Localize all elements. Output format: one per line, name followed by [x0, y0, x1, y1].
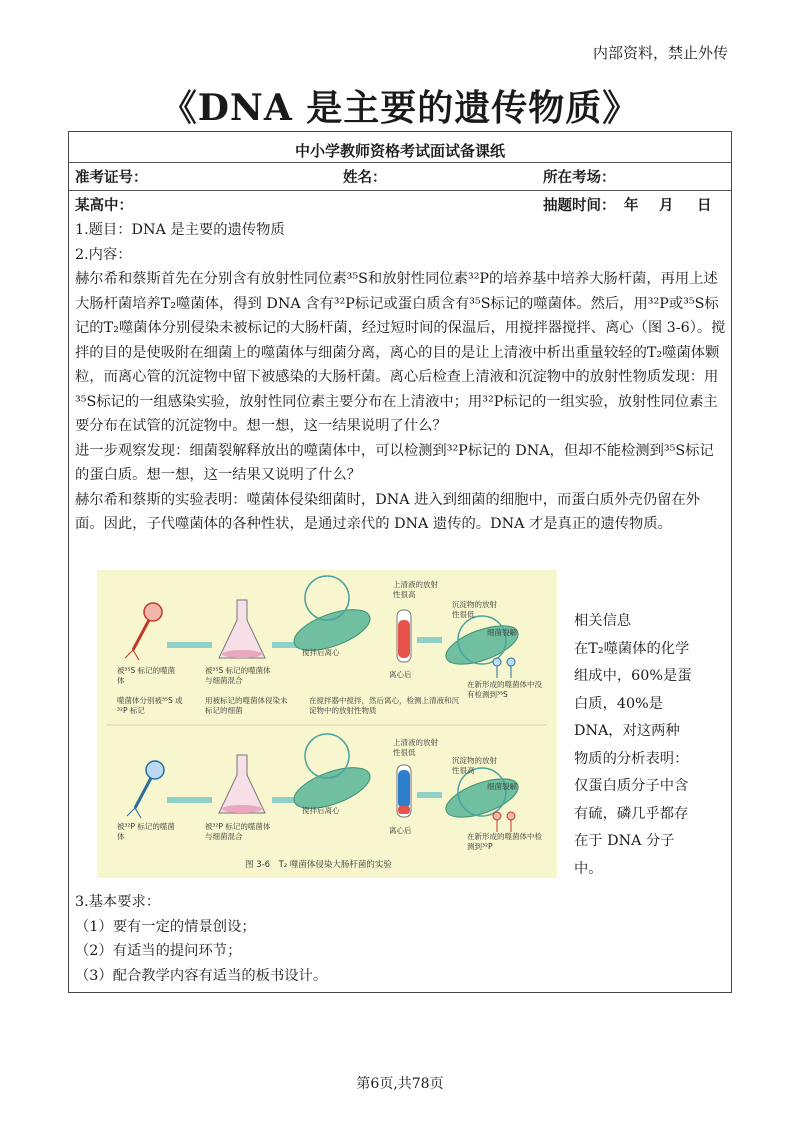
figure-label: 上清液的放射性很低 — [393, 738, 438, 757]
figure-label: 细菌裂解 — [487, 628, 517, 637]
paragraph-3: 赫尔希和蔡斯的实验表明：噬菌体侵染细菌时，DNA 进入到细菌的细胞中，而蛋白质外壳仍留在外面。因此，子代噬菌体的各种性状，是通过亲代的 DNA 遗传的。DNA 才是真正的遗传物质。 — [75, 491, 701, 532]
month-label: 月 — [659, 197, 674, 214]
figure-label: 在搅拌器中搅拌，然后离心，检测上清液和沉淀物中的放射性物质 — [309, 696, 459, 715]
phage-icon — [127, 761, 164, 818]
school-label: 某高中： — [75, 197, 133, 214]
figure-label: 沉淀物的放射性很低 — [452, 600, 497, 619]
centrifuge-tube-icon — [397, 765, 411, 817]
figure-label: 离心后 — [389, 670, 412, 679]
figure-label: 被³²P 标记的噬菌体与细菌混合 — [205, 822, 271, 841]
figure-label: 被³²P 标记的噬菌体 — [117, 822, 175, 841]
figure-label: 搅拌后离心 — [302, 648, 340, 657]
requirement-item: （3）配合教学内容有适当的板书设计。 — [75, 967, 328, 984]
figure-label: 搅拌后离心 — [302, 806, 340, 815]
figure-label: 离心后 — [389, 826, 412, 835]
bacterium-icon — [289, 734, 375, 817]
divider — [69, 162, 731, 163]
offspring-phage-icon — [493, 812, 515, 832]
flask-icon — [219, 755, 265, 813]
day-label: 日 — [697, 197, 712, 214]
figure-label: 用被标记的噬菌体侵染未标记的细菌 — [205, 696, 288, 715]
figure-label: 在新形成的噬菌体中没有检测到³⁵S — [467, 680, 542, 699]
figure-label: 被³⁵S 标记的噬菌体与细菌混合 — [205, 666, 271, 685]
requirements-label: 3.基本要求： — [75, 894, 161, 910]
name-label: 姓名： — [343, 169, 387, 186]
related-info-title: 相关信息 — [574, 613, 632, 629]
figure-label: 上清液的放射性很高 — [393, 580, 438, 599]
page-number: 第6页,共78页 — [356, 1076, 444, 1092]
figure-label: 噬菌体分别被³⁵S 或³²P 标记 — [117, 696, 183, 715]
content-body — [75, 218, 727, 537]
document-title: 《DNA 是主要的遗传物质》 — [160, 87, 640, 129]
bacterium-icon — [289, 576, 375, 659]
centrifuge-tube-icon — [397, 610, 411, 662]
figure-caption: 图 3-6 T₂ 噬菌体侵染大肠杆菌的实验 — [245, 860, 392, 870]
confidential-note: 内部资料，禁止外传 — [592, 44, 728, 62]
paragraph-2: 进一步观察发现：细菌裂解释放出的噬菌体中，可以检测到³²P标记的 DNA，但却不能检测到³⁵S标记的蛋白质。想一想，这一结果又说明了什么？ — [75, 442, 714, 483]
requirement-item: （1）要有一定的情景创设； — [75, 918, 256, 935]
year-label: 年 — [624, 197, 639, 214]
flask-icon — [219, 600, 265, 658]
requirements-block — [75, 890, 727, 988]
paragraph-1: 赫尔希和蔡斯首先在分别含有放射性同位素³⁵S和放射性同位素³²P的培养基中培养大肠杆菌，再用上述大肠杆菌培养T₂噬菌体，得到 DNA 含有³²P标记或蛋白质含有³⁵S标记的噬菌体。然后，用³²P或³⁵S标记的T₂噬菌体分别侵染未被标记的大肠杆菌，经过短时间的保温后，用搅拌器搅拌、离心（图 3-6）。搅拌的目的是使吸附在细菌上的噬菌体与细菌分离，离心的目的是让上清液中析出重量较轻的T₂噬菌体颗粒，而离心管的沉淀物中留下被感染的大肠杆菌。离心后检查上清液和沉淀物中的放射性物质发现：用³⁵S标记的一组感染实验，放射性同位素主要分布在上清液中；用³²P标记的一组实验，放射性同位素主要分布在试管的沉淀物中。想一想，这一结果说明了什么？ — [75, 271, 726, 434]
related-info-text: 在T₂噬菌体的化学组成中，60%是蛋白质，40%是DNA，对这两种物质的分析表明：仅蛋白质分子中含有硫，磷几乎都存在于 DNA 分子中。 — [574, 640, 692, 877]
figure-label: 被³⁵S 标记的噬菌体 — [117, 666, 176, 685]
lesson-prep-form — [68, 131, 732, 993]
figure-label: 沉淀物的放射性很高 — [452, 756, 497, 775]
phage-icon — [125, 603, 162, 660]
experiment-figure — [97, 570, 557, 878]
content-label: 2.内容： — [75, 246, 132, 263]
exam-site-label: 所在考场： — [543, 169, 616, 186]
exam-id-label: 准考证号： — [75, 169, 148, 186]
divider — [69, 190, 731, 191]
form-title: 中小学教师资格考试面试备课纸 — [294, 142, 505, 160]
figure-label: 在新形成的噬菌体中检测到³²P — [467, 832, 542, 851]
topic-line: 1.题目：DNA 是主要的遗传物质 — [75, 222, 285, 238]
offspring-phage-icon — [493, 658, 515, 678]
draw-time-label: 抽题时间： — [543, 197, 616, 214]
related-info-note — [574, 608, 692, 883]
figure-label: 细菌裂解 — [487, 782, 517, 791]
requirement-item: （2）有适当的提问环节； — [75, 943, 242, 959]
